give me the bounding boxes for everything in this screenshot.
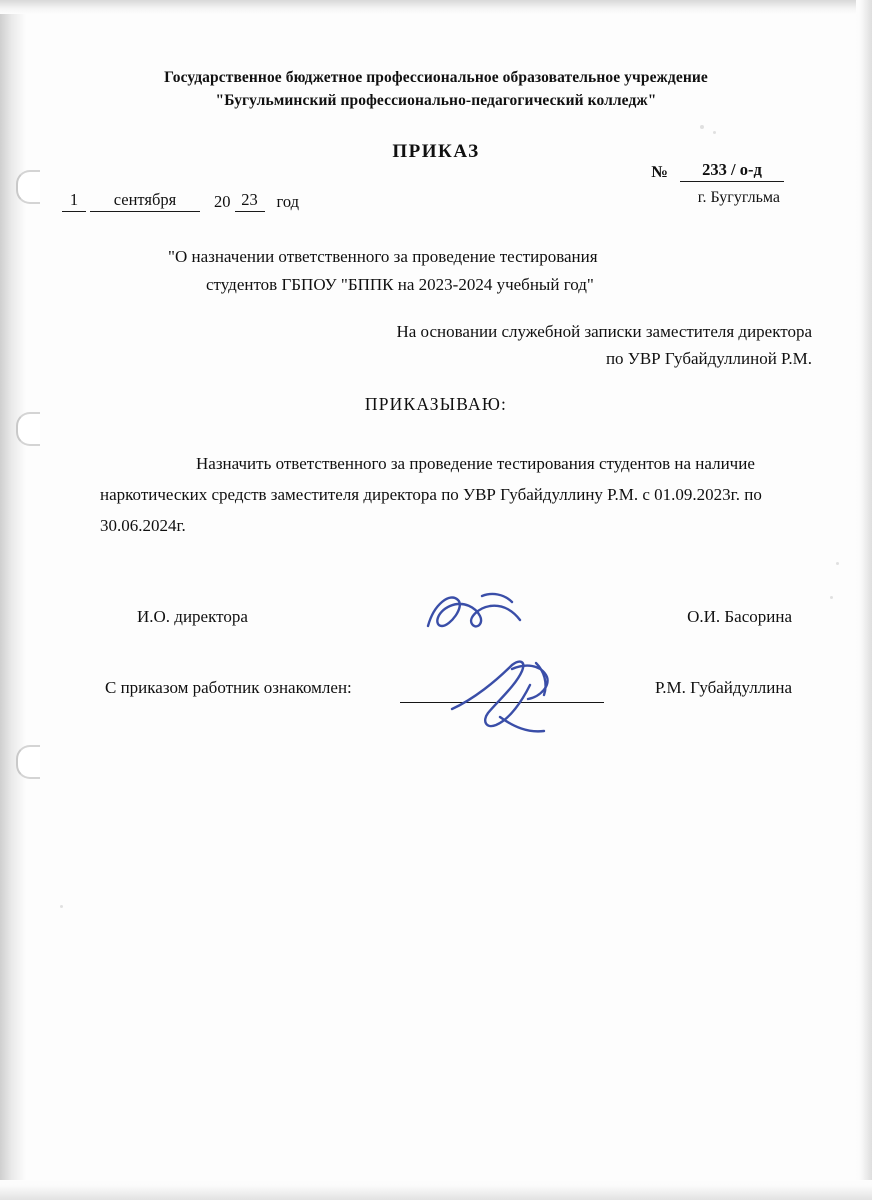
date-year-word: год xyxy=(276,192,300,211)
date-year-prefix: 20 xyxy=(214,192,231,211)
document-number-block xyxy=(651,160,784,182)
signature-label-director: И.О. директора xyxy=(137,607,248,626)
document-subject xyxy=(168,243,728,299)
number-label: № xyxy=(651,162,668,181)
signature-row-director xyxy=(0,607,872,637)
document-basis xyxy=(300,318,812,372)
basis-line-2: по УВР Губайдуллиной Р.М. xyxy=(605,349,812,368)
order-keyword: ПРИКАЗЫВАЮ: xyxy=(364,394,508,414)
signature-line xyxy=(400,702,604,703)
body-paragraph: Назначить ответственного за проведение тестирования студентов на наличие наркотических средств заместителя директора по УВР Губайдуллину Р.М. с 01.09.2023г. по 30.06.2024г. xyxy=(100,454,762,535)
basis-line-1: На основании служебной записки заместителя директора xyxy=(396,322,812,341)
date-year-suffix: 23 xyxy=(235,190,265,212)
organization-line-1: Государственное бюджетное профессиональное образовательное учреждение xyxy=(164,69,708,86)
document-date xyxy=(62,190,299,212)
organization-header xyxy=(0,66,872,112)
document-body xyxy=(100,448,812,541)
date-month: сентября xyxy=(90,190,200,212)
city-label: г. Бугугльма xyxy=(697,189,780,206)
number-value: 233 / о-д xyxy=(680,160,784,182)
organization-line-2: "Бугульминский профессионально-педагогический колледж" xyxy=(215,92,657,109)
signature-row-employee xyxy=(0,678,872,708)
signature-name-employee: Р.М. Губайдуллина xyxy=(654,678,792,697)
signature-name-director: О.И. Басорина xyxy=(687,607,792,626)
subject-line-1: "О назначении ответственного за проведение тестирования xyxy=(168,247,598,266)
subject-line-2: студентов ГБПОУ "БППК на 2023-2024 учебный год" xyxy=(206,275,594,294)
signature-label-employee: С приказом работник ознакомлен: xyxy=(105,678,352,697)
document-type-title: ПРИКАЗ xyxy=(392,141,480,162)
date-day: 1 xyxy=(62,190,86,212)
